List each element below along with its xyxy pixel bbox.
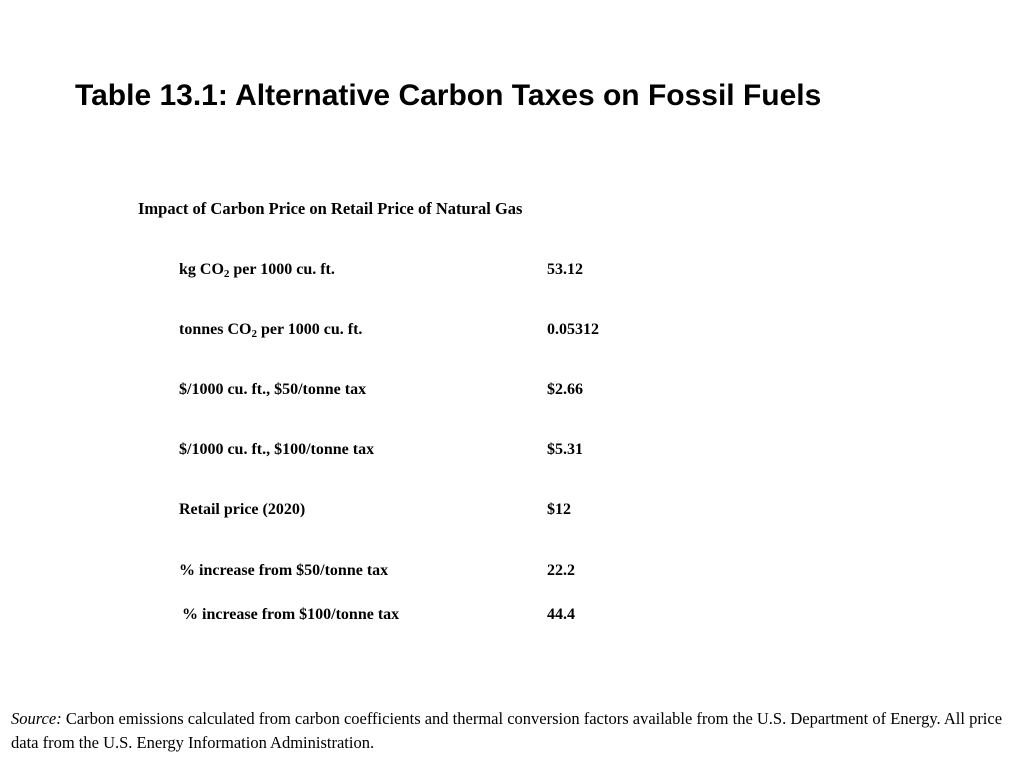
row-label: $/1000 cu. ft., $100/tonne tax <box>179 441 375 458</box>
row-value: $5.31 <box>547 441 583 458</box>
table-row <box>0 259 1024 281</box>
row-label: $/1000 cu. ft., $50/tonne tax <box>179 381 367 398</box>
row-value: $2.66 <box>547 381 583 398</box>
source-text: Carbon emissions calculated from carbon coefficients and thermal conversion factors available from the U.S. Department of Energy. All price data from the U.S. Energy Information Administration. <box>11 709 1003 752</box>
row-label: tonnes $CO_2$ per 1000 cu. ft. <box>179 321 363 340</box>
source-note <box>11 707 1011 755</box>
row-value: 22.2 <box>547 562 575 579</box>
table-row <box>0 560 1024 582</box>
row-value: $12 <box>547 501 571 518</box>
table-subtitle: Impact of Carbon Price on Retail Price of Natural Gas <box>138 199 523 218</box>
table-row <box>0 499 1024 521</box>
row-label: % increase from $100/tonne tax <box>182 606 400 623</box>
page-title: Table 13.1: Alternative Carbon Taxes on Fossil Fuels <box>75 79 822 112</box>
table-row <box>0 439 1024 461</box>
row-label: kg $CO_2$ per 1000 cu. ft. <box>179 261 335 280</box>
table-row <box>0 379 1024 401</box>
table-row <box>0 319 1024 341</box>
row-label: % increase from $50/tonne tax <box>179 562 389 579</box>
row-label: Retail price (2020) <box>179 501 306 518</box>
table-row <box>0 604 1024 626</box>
source-prefix: Source: <box>11 709 62 728</box>
row-value: 0.05312 <box>547 321 599 338</box>
row-value: 53.12 <box>547 261 583 278</box>
row-value: 44.4 <box>547 606 575 623</box>
